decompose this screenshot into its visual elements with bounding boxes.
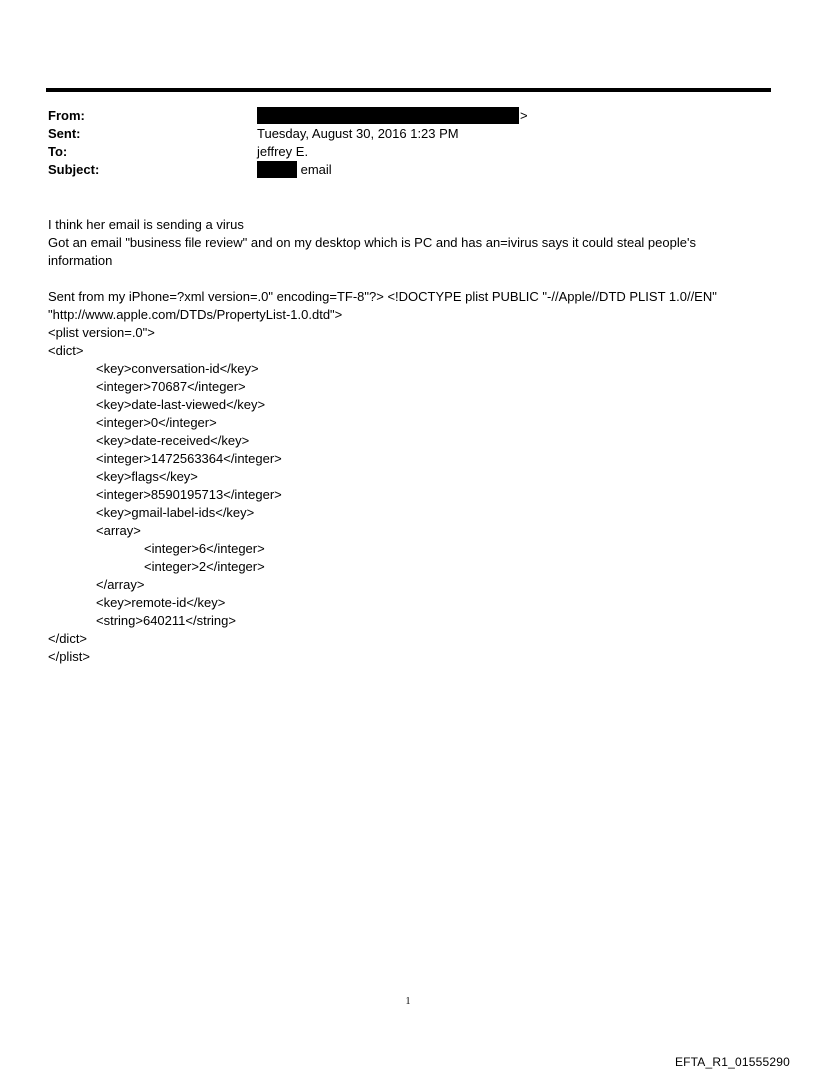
redaction-box: [257, 107, 519, 124]
plist-line: <key>flags</key>: [96, 469, 198, 484]
from-trailing-text: >: [520, 108, 528, 123]
from-label: From:: [48, 108, 85, 123]
to-label: To:: [48, 144, 68, 159]
plist-line: <key>date-received</key>: [96, 433, 250, 448]
plist-line: <integer>2</integer>: [144, 559, 265, 574]
plist-line: <integer>1472563364</integer>: [96, 451, 282, 466]
body-line: I think her email is sending a virus: [48, 217, 244, 232]
plist-line: <integer>70687</integer>: [96, 379, 246, 394]
plist-line: <plist version=.0">: [48, 325, 155, 340]
email-body: [48, 216, 778, 666]
to-value: jeffrey E.: [257, 144, 309, 159]
plist-line: <integer>0</integer>: [96, 415, 217, 430]
plist-line: </plist>: [48, 649, 90, 664]
plist-line: <key>gmail-label-ids</key>: [96, 505, 255, 520]
subject-value: [257, 161, 332, 179]
from-row: [48, 107, 748, 125]
sent-row: [48, 125, 748, 143]
page-number: 1: [405, 996, 411, 1007]
body-line: information: [48, 253, 113, 268]
email-header: [48, 107, 748, 179]
body-line: Got an email "business file review" and on my desktop which is PC and has an=ivirus says it could steal people's: [48, 235, 696, 250]
plist-line: <key>conversation-id</key>: [96, 361, 259, 376]
plist-line: <dict>: [48, 343, 84, 358]
plist-line: <array>: [96, 523, 141, 538]
sent-value: Tuesday, August 30, 2016 1:23 PM: [257, 126, 459, 141]
plist-line: <string>640211</string>: [96, 613, 236, 628]
subject-label: Subject:: [48, 162, 100, 177]
plist-line: </dict>: [48, 631, 88, 646]
header-divider: [46, 88, 771, 92]
sent-label: Sent:: [48, 126, 81, 141]
dtd-url-line: "http://www.apple.com/DTDs/PropertyList-1.0.dtd">: [48, 307, 343, 322]
plist-line: <key>date-last-viewed</key>: [96, 397, 266, 412]
from-value: [257, 107, 528, 125]
to-row: [48, 143, 748, 161]
subject-text: email: [300, 162, 332, 177]
signature-line: Sent from my iPhone=?xml version=.0" encoding=TF-8"?> <!DOCTYPE plist PUBLIC "-//Apple//DTD PLIST 1.0//EN": [48, 289, 717, 304]
document-id: EFTA_R1_01555290: [674, 1055, 790, 1069]
spacer: [48, 270, 778, 288]
redaction-box: [257, 161, 297, 178]
plist-line: <integer>8590195713</integer>: [96, 487, 282, 502]
plist-line: <integer>6</integer>: [144, 541, 265, 556]
plist-line: <key>remote-id</key>: [96, 595, 226, 610]
subject-row: [48, 161, 748, 179]
plist-line: </array>: [96, 577, 145, 592]
